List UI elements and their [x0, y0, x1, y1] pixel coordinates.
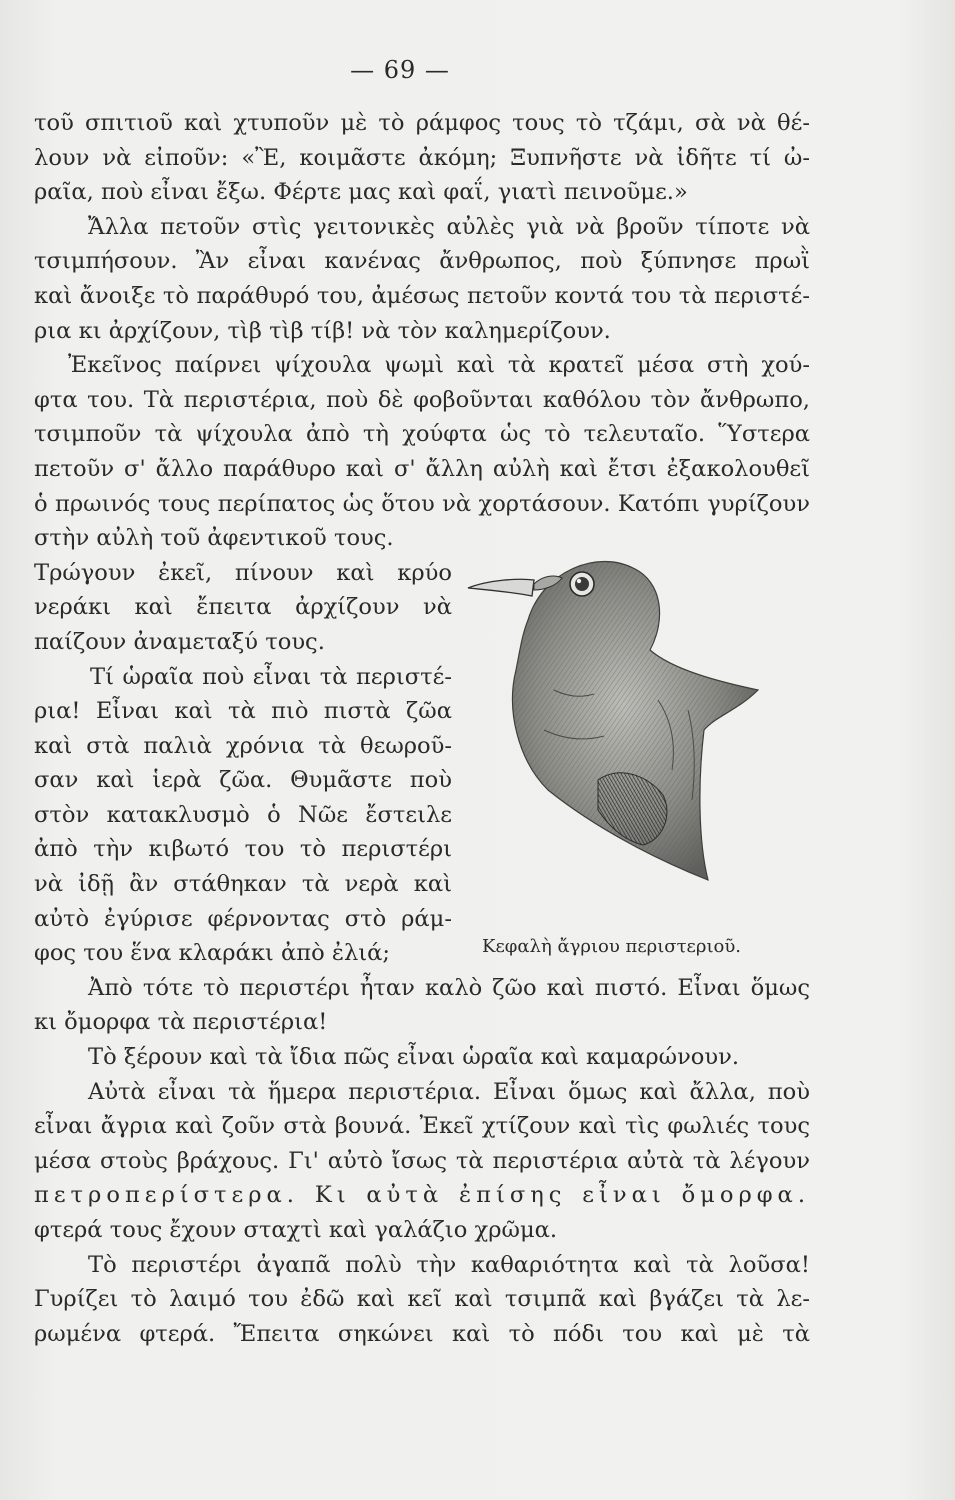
text-line: πετοῦν σ' ἄλλο παράθυρο καὶ σ' ἄλλη αὐλὴ καὶ ἔτσι ἐξακολουθεῖ [34, 455, 810, 482]
text-line: Τρώγουν ἐκεῖ, πίνουν καὶ κρύο [34, 559, 452, 586]
text-line: ρια! Εἶναι καὶ τὰ πιὸ πιστὰ ζῶα [34, 698, 452, 725]
text-line: κι ὄμορφα τὰ περιστέρια! [34, 1009, 328, 1036]
text-line: Ἄλλα πετοῦν στὶς γειτονικὲς αὐλὲς γιὰ νὰ βροῦν τίποτε νὰ [88, 213, 810, 240]
text-line: σαν καὶ ἱερὰ ζῶα. Θυμᾶστε ποὺ [34, 767, 452, 794]
text-line: Τὸ περιστέρι ἀγαπᾶ πολὺ τὴν καθαριότητα καὶ τὰ λοῦσα! [88, 1251, 810, 1278]
text-line: Τὸ ξέρουν καὶ τὰ ἴδια πῶς εἶναι ὡραῖα καὶ καμαρώνουν. [88, 1044, 740, 1071]
text-line: Γυρίζει τὸ λαιμό του ἐδῶ καὶ κεῖ καὶ τσιμπᾶ καὶ βγάζει τὰ λε- [34, 1286, 810, 1313]
text-line: στὸν κατακλυσμὸ ὁ Νῶε ἔστειλε [34, 801, 452, 828]
text-line: ὁ πρωινός τους περίπατος ὡς ὅτου νὰ χορτάσουν. Κατόπι γυρίζουν [34, 490, 810, 517]
text-line: Ἐκεῖνος παίρνει ψίχουλα ψωμὶ καὶ τὰ κρατεῖ μέσα στὴ χού- [68, 352, 810, 379]
text-line: τσιμπήσουν. Ἂν εἶναι κανένας ἄνθρωπος, ποὺ ξύπνησε πρωῒ [34, 248, 810, 275]
text-line: νὰ ἰδῇ ἂν στάθηκαν τὰ νερὰ καὶ [34, 871, 452, 898]
text-line: νεράκι καὶ ἔπειτα ἀρχίζουν νὰ [34, 594, 452, 621]
text-line: καὶ στὰ παλιὰ χρόνια τὰ θεωροῦ- [34, 732, 452, 759]
text-line: λουν νὰ εἰποῦν: «Ἒ, κοιμᾶστε ἀκόμη; Ξυπνῆστε νὰ ἰδῆτε τί ὠ- [34, 144, 810, 171]
pigeon-engraving [458, 540, 828, 930]
text-line: παίζουν ἀναμεταξύ τους. [34, 628, 325, 655]
text-line: φος του ἕνα κλαράκι ἀπὸ ἐλιά; [34, 940, 391, 967]
text-line: Αὐτὰ εἶναι τὰ ἥμερα περιστέρια. Εἶναι ὅμως καὶ ἄλλα, ποὺ [88, 1078, 810, 1105]
text-line: ρωμένα φτερά. Ἔπειτα σηκώνει καὶ τὸ πόδι του καὶ μὲ τὰ [34, 1320, 810, 1347]
text-line: ἀπὸ τὴν κιβωτό του τὸ περιστέρι [34, 836, 452, 863]
text-line: πετροπερίστερα. Κι αὐτὰ ἐπίσης εἶναι ὄμορφα. [34, 1182, 810, 1209]
pigeon-head-illustration [458, 540, 828, 960]
text-line: τσιμποῦν τὰ ψίχουλα ἀπὸ τὴ χούφτα ὡς τὸ τελευταῖο. Ὕστερα [34, 421, 810, 448]
page-number: — 69 — [350, 56, 450, 84]
text-line: Ἀπὸ τότε τὸ περιστέρι ἦταν καλὸ ζῶο καὶ πιστό. Εἶναι ὅμως [88, 974, 810, 1001]
text-line: ραῖα, ποὺ εἶναι ἔξω. Φέρτε μας καὶ φαΐ, γιατὶ πεινοῦμε.» [34, 179, 688, 206]
text-line: στὴν αὐλὴ τοῦ ἀφεντικοῦ τους. [34, 525, 394, 552]
figure-caption: Κεφαλὴ ἄγριου περιστεριοῦ. [482, 936, 742, 957]
text-line: αὐτὸ ἐγύρισε φέρνοντας στὸ ράμ- [34, 905, 452, 932]
text-line: καὶ ἄνοιξε τὸ παράθυρό του, ἀμέσως πετοῦν κοντά του τὰ περιστέ- [34, 282, 810, 309]
text-line: εἶναι ἄγρια καὶ ζοῦν στὰ βουνά. Ἐκεῖ χτίζουν καὶ τὶς φωλιές τους [34, 1113, 810, 1140]
text-line: τοῦ σπιτιοῦ καὶ χτυποῦν μὲ τὸ ράμφος τους τὸ τζάμι, σὰ νὰ θέ- [34, 110, 810, 136]
text-line: φτα του. Τὰ περιστέρια, ποὺ δὲ φοβοῦνται καθόλου τὸν ἄνθρωπο, [34, 386, 810, 413]
text-line: ρια κι ἀρχίζουν, τὶβ τὶβ τίβ! νὰ τὸν καλημερίζουν. [34, 317, 611, 344]
text-line: Τί ὡραῖα ποὺ εἶναι τὰ περιστέ- [90, 663, 452, 690]
text-line: φτερά τους ἔχουν σταχτὶ καὶ γαλάζιο χρῶμα. [34, 1217, 558, 1243]
text-line: μέσα στοὺς βράχους. Γι' αὐτὸ ἴσως τὰ περιστέρια αὐτὰ τὰ λέγουν [34, 1147, 810, 1174]
